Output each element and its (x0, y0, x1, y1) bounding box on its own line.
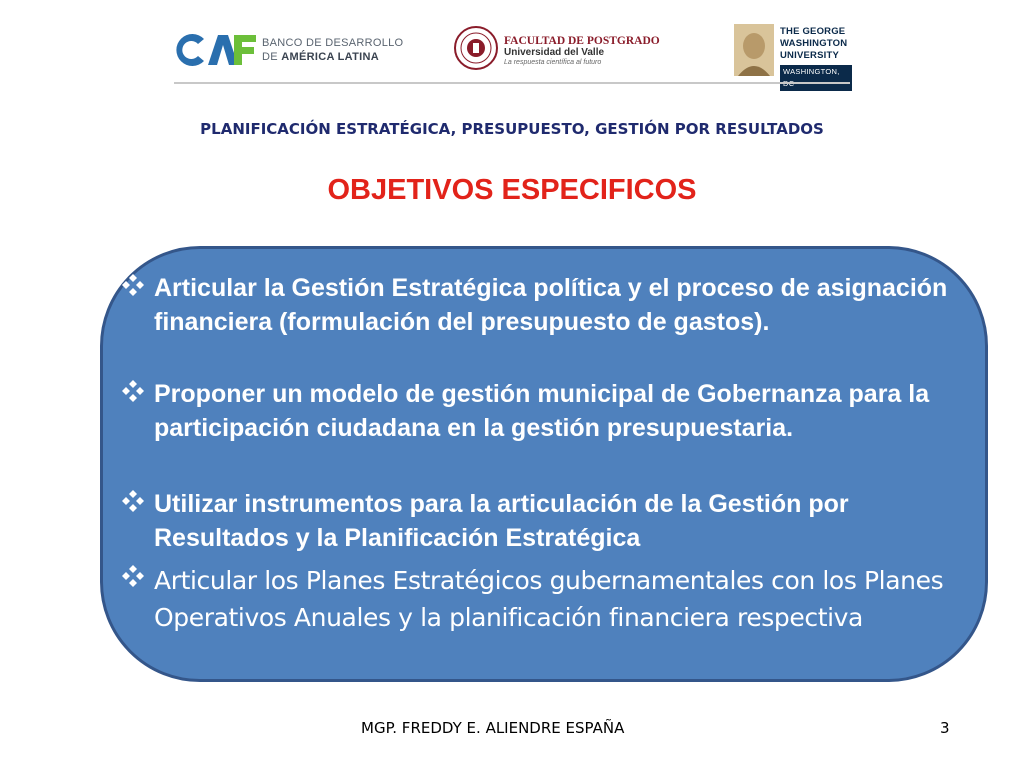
university-seal-icon (454, 26, 498, 70)
caf-line-2-bold: AMÉRICA LATINA (281, 51, 379, 63)
objective-item (121, 562, 981, 636)
objectives-panel (100, 246, 988, 682)
header-logos (174, 22, 850, 82)
caf-line-2 (262, 50, 403, 64)
facultad-tagline: La respuesta científica al futuro (504, 59, 602, 66)
objective-text: Proponer un modelo de gestión municipal de Gobernanza para la participación ciudadana en la gestión presupuestaria. (154, 380, 930, 442)
four-diamond-bullet-icon (121, 564, 145, 588)
caf-line-1: BANCO DE DESARROLLO (262, 37, 404, 49)
caf-logo-text (262, 36, 403, 64)
objective-text: Articular la Gestión Estratégica política y el proceso de asignación financiera (formulación del presupuesto de gastos). (154, 274, 948, 336)
facultad-logo-text (504, 35, 676, 67)
page-number: 3 (940, 719, 950, 737)
facultad-university: Universidad del Valle (504, 47, 605, 58)
four-diamond-bullet-icon (121, 273, 145, 297)
washington-portrait-icon (734, 24, 774, 76)
gwu-line-3: UNIVERSITY (780, 50, 840, 61)
four-diamond-bullet-icon (121, 489, 145, 513)
caf-line-2-prefix: DE (262, 51, 282, 63)
objective-text: Articular los Planes Estratégicos gubernamentales con los Planes Operativos Anuales y la planificación financiera respectiva (154, 566, 944, 632)
gwu-line-1: THE GEORGE (780, 26, 846, 37)
caf-logo (174, 28, 403, 72)
four-diamond-bullet-icon (121, 379, 145, 403)
objective-text: Utilizar instrumentos para la articulación de la Gestión por Resultados y la Planificación Estratégica (154, 490, 849, 552)
facultad-title: FACULTAD DE POSTGRADO (504, 35, 660, 47)
objective-item (121, 377, 967, 445)
facultad-logo (454, 26, 678, 74)
caf-logo-mark (174, 31, 256, 69)
header-divider (174, 82, 850, 84)
objective-item (121, 487, 967, 555)
gwu-location: WASHINGTON, (780, 65, 852, 91)
objective-item (121, 271, 967, 339)
gwu-line-2: WASHINGTON (780, 38, 848, 49)
slide-title: OBJETIVOS ESPECIFICOS (327, 174, 697, 206)
gwu-logo (734, 24, 850, 78)
caf-logo-icon (174, 31, 256, 69)
slide-subtitle: PLANIFICACIÓN ESTRATÉGICA, PRESUPUESTO, GESTIÓN POR RESULTADOS (200, 120, 824, 138)
footer-author: MGP. FREDDY E. ALIENDRE ESPAÑA (361, 719, 625, 737)
